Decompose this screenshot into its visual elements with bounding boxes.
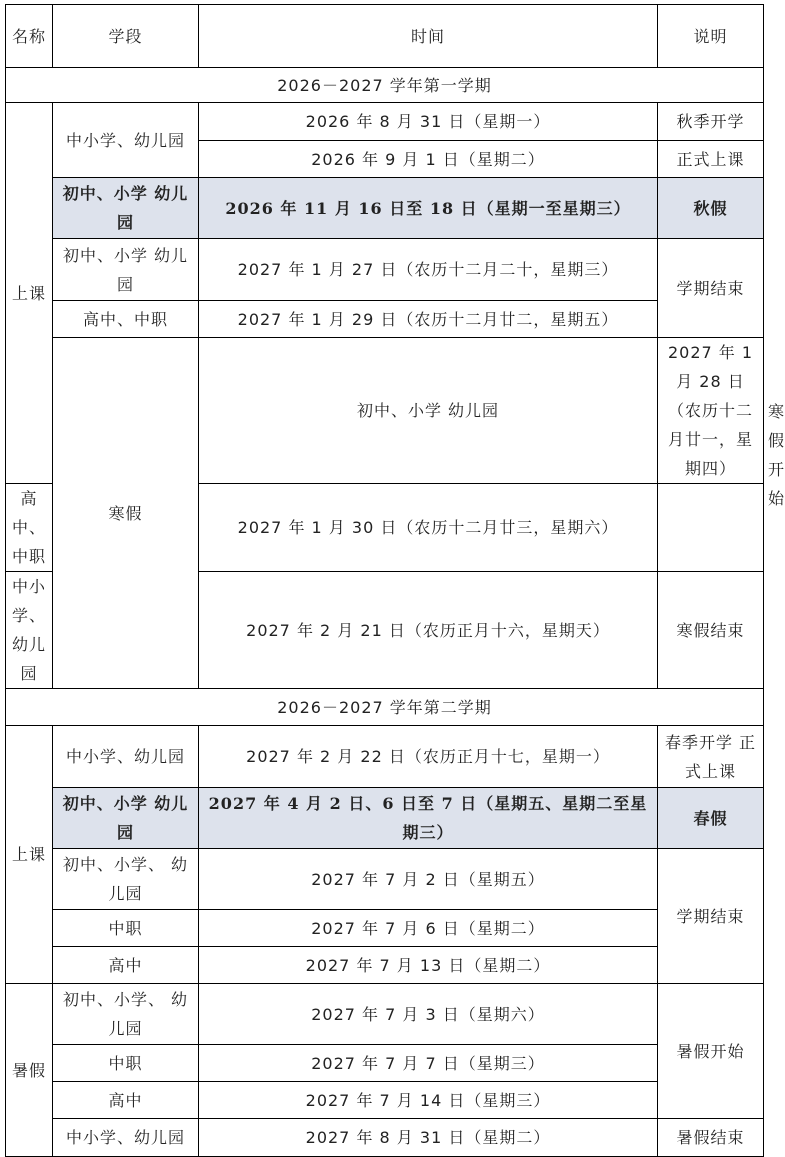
stage-cell: 高中 — [53, 1082, 199, 1119]
stage-cell: 中职 — [53, 910, 199, 947]
header-stage: 学段 — [53, 5, 199, 68]
table-row — [6, 910, 764, 947]
stage-cell: 初中、小学、 幼儿园 — [53, 849, 199, 910]
time-cell: 2027 年 2 月 22 日（农历正月十七，星期一） — [199, 726, 658, 788]
table-row — [6, 301, 764, 338]
table-row — [6, 1045, 764, 1082]
table-row — [6, 239, 764, 301]
table-row: 寒假 初中、小学 幼儿园 2027 年 1 月 28 日（农历十二月廿一，星期四） 寒假开始 — [6, 338, 764, 484]
time-cell: 2027 年 1 月 29 日（农历十二月廿二，星期五） — [199, 301, 658, 338]
time-cell: 2027 年 7 月 3 日（星期六） — [199, 984, 658, 1045]
table-row-highlight — [6, 178, 764, 239]
stage-cell: 初中、小学 幼儿园 — [199, 338, 658, 484]
table-row — [6, 103, 764, 141]
note-cell: 正式上课 — [658, 141, 764, 178]
group-label-shangke: 上课 — [6, 103, 53, 484]
stage-cell: 高中、中职 — [53, 301, 199, 338]
stage-cell: 高中、中职 — [6, 484, 53, 572]
school-calendar-table — [5, 4, 785, 1157]
semester-row — [6, 689, 764, 726]
header-row — [6, 5, 764, 68]
group-label-hanjia: 寒假 — [53, 338, 199, 689]
time-cell: 2027 年 7 月 13 日（星期二） — [199, 947, 658, 984]
header-time: 时间 — [199, 5, 658, 68]
note-cell: 寒假结束 — [658, 572, 764, 689]
semester-row — [6, 68, 764, 103]
table-row — [6, 849, 764, 910]
header-name: 名称 — [6, 5, 53, 68]
table-row — [6, 947, 764, 984]
header-note: 说明 — [658, 5, 764, 68]
time-cell: 2027 年 7 月 7 日（星期三） — [199, 1045, 658, 1082]
time-cell: 2026 年 8 月 31 日（星期一） — [199, 103, 658, 141]
stage-cell: 初中、小学 幼儿园 — [53, 788, 199, 849]
note-cell: 学期结束 — [658, 239, 764, 338]
time-cell: 2027 年 4 月 2 日、6 日至 7 日（星期五、星期二至星期三） — [199, 788, 658, 849]
time-cell: 2026 年 11 月 16 日至 18 日（星期一至星期三） — [199, 178, 658, 239]
time-cell: 2027 年 7 月 14 日（星期三） — [199, 1082, 658, 1119]
stage-cell: 初中、小学 幼儿园 — [53, 178, 199, 239]
note-cell: 春季开学 正式上课 — [658, 726, 764, 788]
table-row — [6, 726, 764, 788]
time-cell: 2027 年 1 月 27 日（农历十二月二十，星期三） — [199, 239, 658, 301]
time-cell: 2027 年 8 月 31 日（星期二） — [199, 1119, 658, 1157]
note-cell: 暑假开始 — [658, 984, 764, 1119]
stage-cell: 中小学、幼儿园 — [53, 1119, 199, 1157]
group-label-shangke-2: 上课 — [6, 726, 53, 984]
semester1-title: 2026－2027 学年第一学期 — [6, 68, 764, 103]
time-cell: 2027 年 1 月 28 日（农历十二月廿一，星期四） — [658, 338, 764, 484]
note-cell: 暑假结束 — [658, 1119, 764, 1157]
table-row-highlight — [6, 788, 764, 849]
group-label-shujia: 暑假 — [6, 984, 53, 1157]
note-cell: 春假 — [658, 788, 764, 849]
table-row — [6, 1082, 764, 1119]
time-cell: 2027 年 7 月 2 日（星期五） — [199, 849, 658, 910]
stage-cell: 中职 — [53, 1045, 199, 1082]
time-cell: 2026 年 9 月 1 日（星期二） — [199, 141, 658, 178]
stage-cell: 中小学、幼儿园 — [6, 572, 53, 689]
time-cell: 2027 年 7 月 6 日（星期二） — [199, 910, 658, 947]
note-cell: 学期结束 — [658, 849, 764, 984]
stage-cell: 中小学、幼儿园 — [53, 726, 199, 788]
note-cell: 秋假 — [658, 178, 764, 239]
table-row — [6, 984, 764, 1045]
stage-cell: 高中 — [53, 947, 199, 984]
note-cell: 秋季开学 — [658, 103, 764, 141]
semester2-title: 2026－2027 学年第二学期 — [6, 689, 764, 726]
stage-cell: 中小学、幼儿园 — [53, 103, 199, 178]
time-cell: 2027 年 1 月 30 日（农历十二月廿三，星期六） — [199, 484, 658, 572]
table-row — [6, 1119, 764, 1157]
stage-cell: 初中、小学、 幼儿园 — [53, 984, 199, 1045]
stage-cell: 初中、小学 幼儿园 — [53, 239, 199, 301]
time-cell: 2027 年 2 月 21 日（农历正月十六，星期天） — [199, 572, 658, 689]
